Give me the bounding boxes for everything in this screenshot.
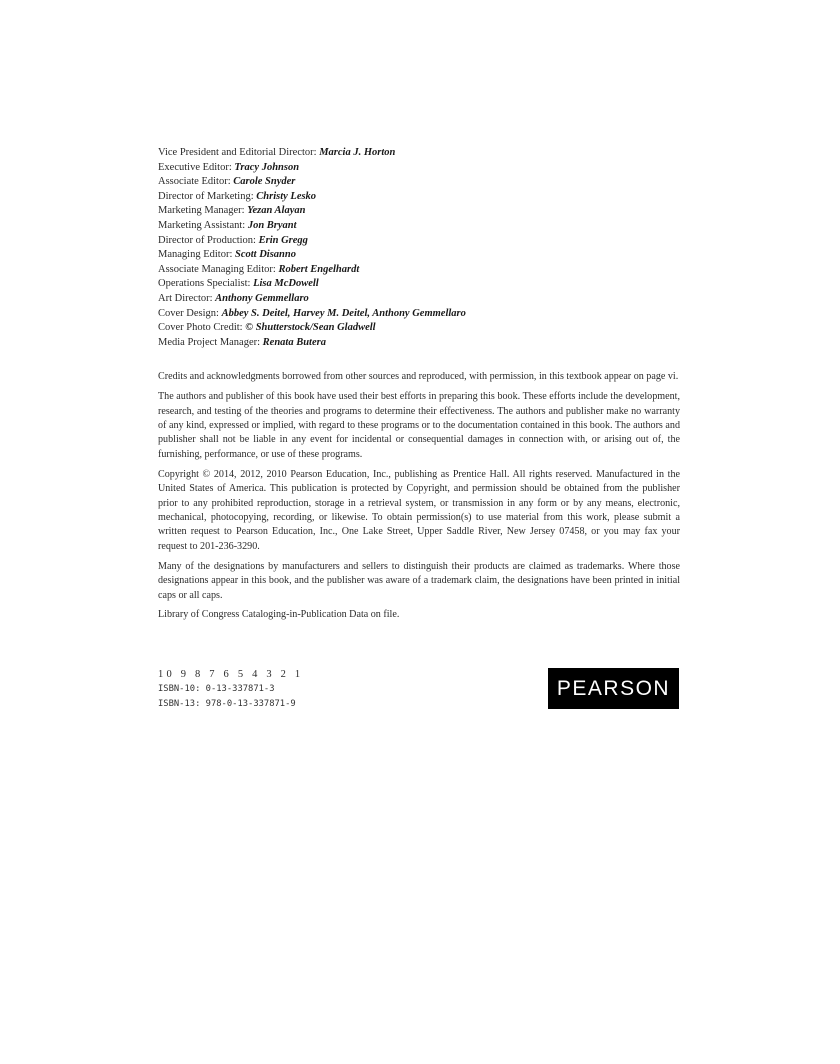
credit-role: Media Project Manager: bbox=[158, 336, 261, 348]
credit-role: Art Director: bbox=[158, 292, 213, 304]
credit-role: Cover Photo Credit: bbox=[158, 322, 243, 334]
credit-line bbox=[158, 234, 680, 249]
credit-line bbox=[158, 161, 680, 176]
credit-role: Cover Design: bbox=[158, 307, 219, 319]
credit-role: Managing Editor: bbox=[158, 249, 233, 261]
credits-list bbox=[158, 146, 680, 350]
isbn-13: ISBN-13: 978-0-13-337871-9 bbox=[158, 699, 296, 709]
print-line: 10 9 8 7 6 5 4 3 2 1 bbox=[158, 669, 304, 680]
copyright-page bbox=[158, 146, 680, 628]
credit-role: Associate Managing Editor: bbox=[158, 263, 276, 275]
credit-name: Tracy Johnson bbox=[234, 161, 300, 173]
credit-line bbox=[158, 292, 680, 307]
cataloging-paragraph: Library of Congress Cataloging-in-Publication Data on file. bbox=[158, 609, 400, 621]
credit-name: Lisa McDowell bbox=[253, 278, 319, 290]
credit-line bbox=[158, 263, 680, 278]
copyright-paragraph: Copyright © 2014, 2012, 2010 Pearson Education, Inc., publishing as Prentice Hall. All rights reserved. Manufactured in the United States of America. This publication is protected by Copyright, and permission should be obtained from the publisher prior to any prohibited reproduction, storage in a retrieval system, or transmission in any form or by any means, electronic, mechanical, photocopying, recording, or likewise. To obtain permission(s) to use material from this work, please submit a written request to Pearson Education, Inc., One Lake Street, Upper Saddle River, New Jersey 07458, or you may fax your request to 201-236-3290. bbox=[158, 468, 680, 552]
credit-line bbox=[158, 336, 680, 351]
credit-line bbox=[158, 321, 680, 336]
credit-role: Operations Specialist: bbox=[158, 278, 251, 290]
credits-notice-paragraph: Credits and acknowledgments borrowed from other sources and reproduced, with permission, in this textbook appear on page vi. bbox=[158, 371, 679, 383]
credit-name: Abbey S. Deitel, Harvey M. Deitel, Anthony Gemmellaro bbox=[221, 307, 466, 319]
credit-role: Associate Editor: bbox=[158, 176, 231, 188]
credit-name: Marcia J. Horton bbox=[319, 147, 396, 158]
credit-name: Christy Lesko bbox=[256, 190, 317, 202]
credit-line bbox=[158, 204, 680, 219]
credit-name: Jon Bryant bbox=[247, 219, 297, 231]
credit-role: Director of Marketing: bbox=[158, 190, 254, 202]
credit-name: Scott Disanno bbox=[235, 249, 296, 261]
credit-line bbox=[158, 175, 680, 190]
credit-role: Director of Production: bbox=[158, 234, 256, 246]
credit-name: Carole Snyder bbox=[233, 176, 296, 188]
credit-line bbox=[158, 146, 680, 161]
credit-name: Renata Butera bbox=[262, 336, 326, 348]
credit-line bbox=[158, 219, 680, 234]
credit-name: © Shutterstock/Sean Gladwell bbox=[245, 322, 376, 334]
credit-role: Marketing Manager: bbox=[158, 205, 245, 217]
legal-notices bbox=[158, 370, 680, 623]
credit-name: Yezan Alayan bbox=[247, 205, 306, 217]
pearson-logo: PEARSON bbox=[548, 668, 679, 709]
disclaimer-paragraph: The authors and publisher of this book have used their best efforts in preparing this book. These efforts include the development, research, and testing of the theories and programs to determine their effectiveness. The authors and publisher make no warranty of any kind, expressed or implied, with regard to these programs or to the documentation contained in this book. The authors and publisher shall not be liable in any event for incidental or consequential damages in connection with, or arising out of, the furnishing, performance, or use of these programs. bbox=[158, 391, 680, 460]
trademark-paragraph: Many of the designations by manufacturers and sellers to distinguish their products are claimed as trademarks. Where those designations appear in this book, and the publisher was aware of a trademark claim, the designations have been printed in initial caps or all caps. bbox=[158, 560, 680, 601]
isbn-10: ISBN-10: 0-13-337871-3 bbox=[158, 684, 275, 694]
credit-line bbox=[158, 277, 680, 292]
credit-role: Marketing Assistant: bbox=[158, 219, 246, 231]
credit-name: Robert Engelhardt bbox=[278, 263, 360, 275]
credit-line bbox=[158, 307, 680, 322]
imprint-footer bbox=[158, 668, 680, 718]
credit-role: Vice President and Editorial Director: bbox=[158, 147, 317, 158]
credit-line bbox=[158, 248, 680, 263]
credit-name: Anthony Gemmellaro bbox=[215, 292, 309, 304]
credit-line bbox=[158, 190, 680, 205]
credit-name: Erin Gregg bbox=[258, 234, 308, 246]
credit-role: Executive Editor: bbox=[158, 161, 232, 173]
